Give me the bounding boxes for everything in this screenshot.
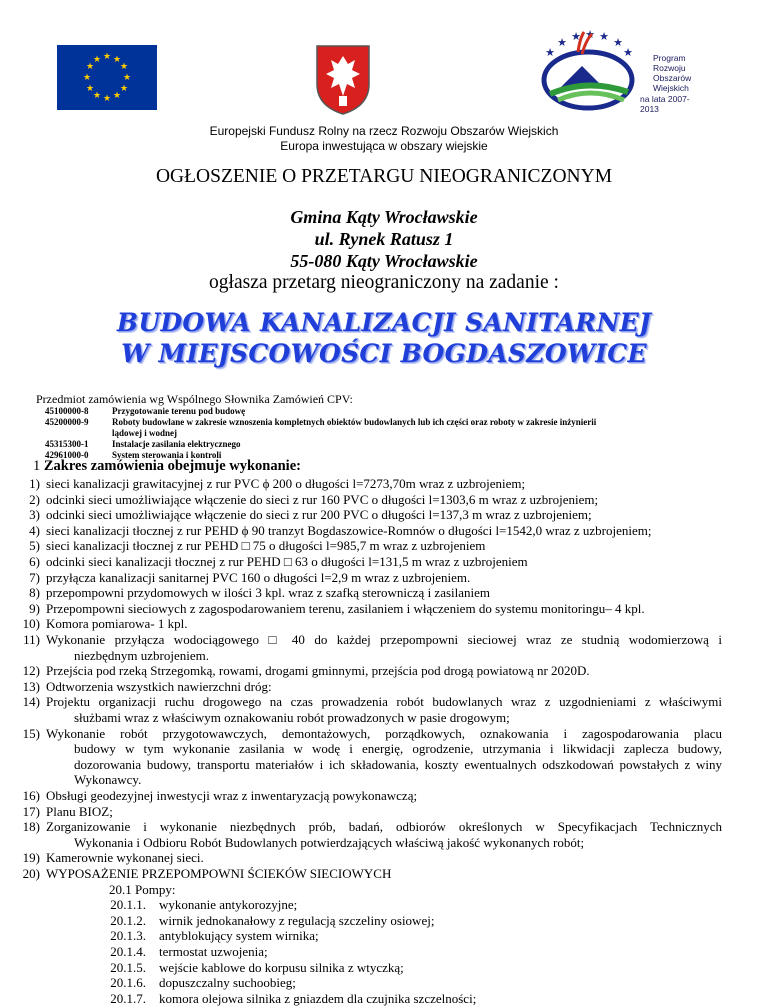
pump-item-number: 20.1.3.: [110, 928, 146, 944]
scope-item-text: odcinki sieci umożliwiające włączenie do sieci z rur 160 PVC o długości l=1303,6 m wraz z uzbrojeniem;: [46, 491, 599, 507]
cpv-desc: System sterowania i kontroli: [112, 450, 222, 460]
pump-item-text: wykonanie antykorozyjne;: [159, 897, 298, 913]
scope-item-number: 6): [29, 554, 40, 569]
pump-item-number: 20.1.7.: [110, 990, 146, 1006]
scope-item-text: Planu BIOZ;: [46, 803, 113, 819]
scope-item-number: 18): [22, 819, 40, 835]
scope-item-text: służbami wraz z właściwym oznakowaniu robót prowadzonych w pasie drogowym;: [74, 709, 510, 725]
organizer-street: ul. Rynek Ratusz 1: [314, 229, 454, 249]
scope-item-text: sieci kanalizacji tłocznej z rur PEHD ϕ 90 tranzyt Bogdaszowice-Romnów o długości l=1542,0 wraz z uzbrojeniem;: [46, 522, 652, 538]
svg-text:★: ★: [571, 30, 581, 43]
scope-item-text: sieci kanalizacji grawitacyjnej z rur PVC ϕ 200 o długości l=7273,70m wraz z uzbrojeniem;: [46, 476, 526, 491]
scope-item-text: Odtworzenia wszystkich nawierzchni dróg:: [46, 678, 272, 694]
pump-item-text: wejście kablowe do korpusu silnika z wtyczką;: [159, 959, 404, 975]
scope-item-number: 12): [22, 663, 40, 679]
scope-item: [0, 616, 768, 632]
scope-item: [0, 554, 768, 570]
cpv-desc-continued: lądowej i wodnej: [112, 428, 177, 438]
svg-text:★: ★: [102, 52, 112, 62]
scope-item: [0, 804, 768, 820]
cpv-desc: Roboty budowlane w zakresie wznoszenia kompletnych obiektów budowlanych lub ich części oraz roboty w zakresie inżynierii: [112, 417, 597, 427]
program-logo-line5: na lata 2007-2013: [640, 94, 690, 114]
svg-text:★: ★: [85, 62, 95, 72]
scope-item: [0, 850, 768, 866]
scope-item: [0, 585, 768, 601]
scope-item-text: niezbędnym uzbrojeniem.: [74, 647, 210, 663]
fund-line-1: Europejski Fundusz Rolny na rzecz Rozwoju Obszarów Wiejskich: [209, 124, 559, 138]
scope-item: [0, 788, 768, 804]
scope-item-text: budowy w tym wykonanie zasilania w wodę i energię, ogrodzenie, utrzymania i likwidacji zaplecza budowy,: [74, 741, 722, 757]
cpv-code: 45100000-8: [45, 406, 89, 416]
scope-item-text: przyłącza kanalizacji sanitarnej PVC 160 o długości l=2,9 m wraz z uzbrojeniem.: [46, 569, 471, 585]
svg-text:★: ★: [545, 46, 555, 59]
scope-item-text: Wykonania i Odbioru Robót Budowlanych potwierdzających właściwą jakość wykonanych robót;: [74, 834, 585, 850]
pump-item-number: 20.1.5.: [110, 959, 146, 975]
cpv-code: 45200000-9: [45, 417, 89, 427]
scope-item-number: 14): [22, 694, 40, 710]
pump-item-number: 20.1.4.: [110, 944, 146, 959]
scope-item-text: Przejścia pod rzeką Strzegomką, rowami, drogami gminnymi, przejścia pod drogą powiatową nr 2020D.: [46, 663, 590, 679]
svg-text:★: ★: [623, 46, 633, 59]
pump-item-text: dopuszczalny suchoobieg;: [159, 975, 296, 991]
scope-item: [0, 538, 768, 554]
program-logo-line1: Program: [653, 53, 686, 63]
scope-item: [0, 523, 768, 539]
organizer-city: 55-080 Kąty Wrocławskie: [290, 251, 478, 271]
program-logo-line2: Rozwoju: [653, 63, 686, 73]
scope-item-number: 16): [22, 788, 40, 803]
svg-text:★: ★: [112, 91, 122, 101]
svg-text:★: ★: [122, 73, 132, 83]
cpv-title: Przedmiot zamówienia wg Wspólnego Słownika Zamówień CPV:: [36, 392, 353, 406]
cpv-code: 42961000-0: [45, 450, 89, 460]
municipality-crest-logo: [315, 44, 371, 116]
page-title: OGŁOSZENIE O PRZETARGU NIEOGRANICZONYM: [155, 166, 613, 187]
scope-item: [0, 819, 768, 850]
eu-flag-logo: [57, 45, 157, 110]
scope-item-number: 11): [23, 632, 40, 647]
scope-item-text: Przepompowni sieciowych z zagospodarowaniem terenu, zasilaniem i włączeniem do systemu monitoringu– 4 kpl.: [46, 600, 645, 616]
program-logo: [520, 28, 700, 118]
scope-item-number: 1): [29, 476, 40, 491]
scope-item-number: 3): [29, 507, 40, 523]
scope-item-number: 9): [29, 600, 40, 616]
scope-item: [0, 492, 768, 508]
scope-item-text: Kamerownie wykonanej sieci.: [46, 850, 204, 866]
svg-text:★: ★: [92, 91, 102, 101]
scope-item-number: 7): [29, 569, 40, 585]
announcement: ogłasza przetarg nieograniczony na zadanie :: [209, 272, 559, 293]
scope-item-text: Wykonanie robót przygotowawczych, demontażowych, porządkowych, oznakowania i zagospodarowania placu: [46, 725, 722, 741]
scope-item-number: 10): [22, 616, 40, 632]
scope-item: [0, 866, 768, 882]
scope-item-number: 13): [22, 678, 40, 694]
svg-text:★: ★: [82, 73, 92, 83]
organizer-name: Gmina Kąty Wrocławskie: [290, 207, 478, 227]
scope-item-text: odcinki sieci umożliwiające włączenie do sieci z rur 200 PVC o długości l=137,3 m wraz z uzbrojeniem;: [46, 507, 592, 523]
scope-item-text: Projektu organizacji ruchu drogowego na czas prowadzenia robót budowlanych wraz z uzgodnieniami z właściwymi: [46, 694, 722, 710]
scope-item-text: przepompowni przydomowych w ilości 3 kpl. wraz z szafką sterowniczą i zasilaniem: [46, 585, 491, 601]
scope-item-number: 5): [29, 538, 40, 554]
scope-item: [0, 601, 768, 617]
svg-text:★: ★: [557, 36, 567, 49]
svg-text:★: ★: [119, 84, 129, 94]
scope-item-number: 20): [22, 866, 40, 881]
svg-text:★: ★: [599, 30, 609, 43]
program-logo-line4: Wiejskich: [653, 83, 689, 93]
scope-heading: [33, 458, 301, 475]
scope-item-text: dozorowania budowy, transportu materiałów i ich składowania, koszty ewentualnych odszkodowań powstałych z winy: [74, 756, 722, 772]
svg-text:★: ★: [92, 55, 102, 65]
scope-item: [0, 476, 768, 492]
svg-text:★: ★: [112, 55, 122, 65]
pump-item-number: 20.1.2.: [110, 912, 146, 928]
cpv-code: 45315300-1: [45, 439, 89, 449]
scope-item-number: 8): [29, 585, 40, 601]
cpv-desc: Przygotowanie terenu pod budowę: [112, 406, 246, 416]
pump-item-text: wirnik jednokanałowy z regulacją szczeliny osiowej;: [159, 912, 435, 928]
pump-item-number: 20.1.1.: [110, 897, 146, 913]
scope-item: [0, 726, 768, 788]
pump-item-text: termostat uzwojenia;: [159, 944, 268, 959]
scope-item-text: Wykonawcy.: [74, 772, 142, 788]
scope-item-text: Komora pomiarowa- 1 kpl.: [46, 616, 188, 632]
project-title-line2: W MIEJSCOWOŚCI BOGDASZOWICE: [121, 339, 647, 368]
svg-text:★: ★: [85, 84, 95, 94]
pumps-title: 20.1 Pompy:: [109, 881, 176, 897]
scope-item: [0, 663, 768, 679]
scope-item-text: sieci kanalizacji tłocznej z rur PEHD □ 75 o długości l=985,7 m wraz z uzbrojeniem: [46, 538, 486, 554]
pump-item-number: 20.1.6.: [110, 975, 146, 991]
scope-item-text: WYPOSAŻENIE PRZEPOMPOWNI ŚCIEKÓW SIECIOWYCH: [46, 866, 392, 881]
pump-item-text: antyblokujący system wirnika;: [159, 928, 319, 944]
scope-item-text: Zorganizowanie i wykonanie niezbędnych prób, badań, odbiorów określonych w Specyfikacjach Technicznych: [46, 819, 722, 835]
scope-item-text: Wykonanie przyłącza wodociągowego □ 40 do każdej przepompowni sieciowej wraz ze studnią wodomierzową i: [46, 632, 722, 647]
scope-item-number: 4): [29, 522, 40, 538]
scope-number: 1: [33, 458, 41, 474]
scope-item: [0, 694, 768, 725]
scope-item-number: 2): [29, 491, 40, 507]
scope-item-number: 15): [22, 725, 40, 741]
scope-title: Zakres zamówienia obejmuje wykonanie:: [43, 458, 301, 474]
scope-item-number: 19): [22, 850, 40, 866]
svg-text:★: ★: [102, 94, 112, 104]
scope-item-number: 17): [22, 803, 40, 819]
svg-text:★: ★: [119, 62, 129, 72]
svg-text:★: ★: [585, 28, 595, 41]
scope-item: [0, 632, 768, 663]
pump-item-text: komora olejowa silnika z gniazdem dla czujnika szczelności;: [159, 990, 477, 1006]
scope-item-text: odcinki sieci kanalizacji tłocznej z rur PEHD □ 63 o długości l=131,5 m wraz z uzbrojeniem: [46, 554, 528, 569]
scope-item: [0, 679, 768, 695]
fund-line-2: Europa inwestująca w obszary wiejskie: [280, 139, 488, 153]
project-title-line1: BUDOWA KANALIZACJI SANITARNEJ: [116, 308, 652, 337]
svg-text:★: ★: [613, 36, 623, 49]
cpv-desc: Instalacje zasilania elektrycznego: [112, 439, 241, 449]
program-logo-graphic: [520, 28, 650, 118]
scope-item: [0, 507, 768, 523]
scope-item-text: Obsługi geodezyjnej inwestycji wraz z inwentaryzacją powykonawczą;: [46, 788, 418, 803]
program-logo-line3: Obszarów: [653, 73, 692, 83]
scope-item: [0, 570, 768, 586]
